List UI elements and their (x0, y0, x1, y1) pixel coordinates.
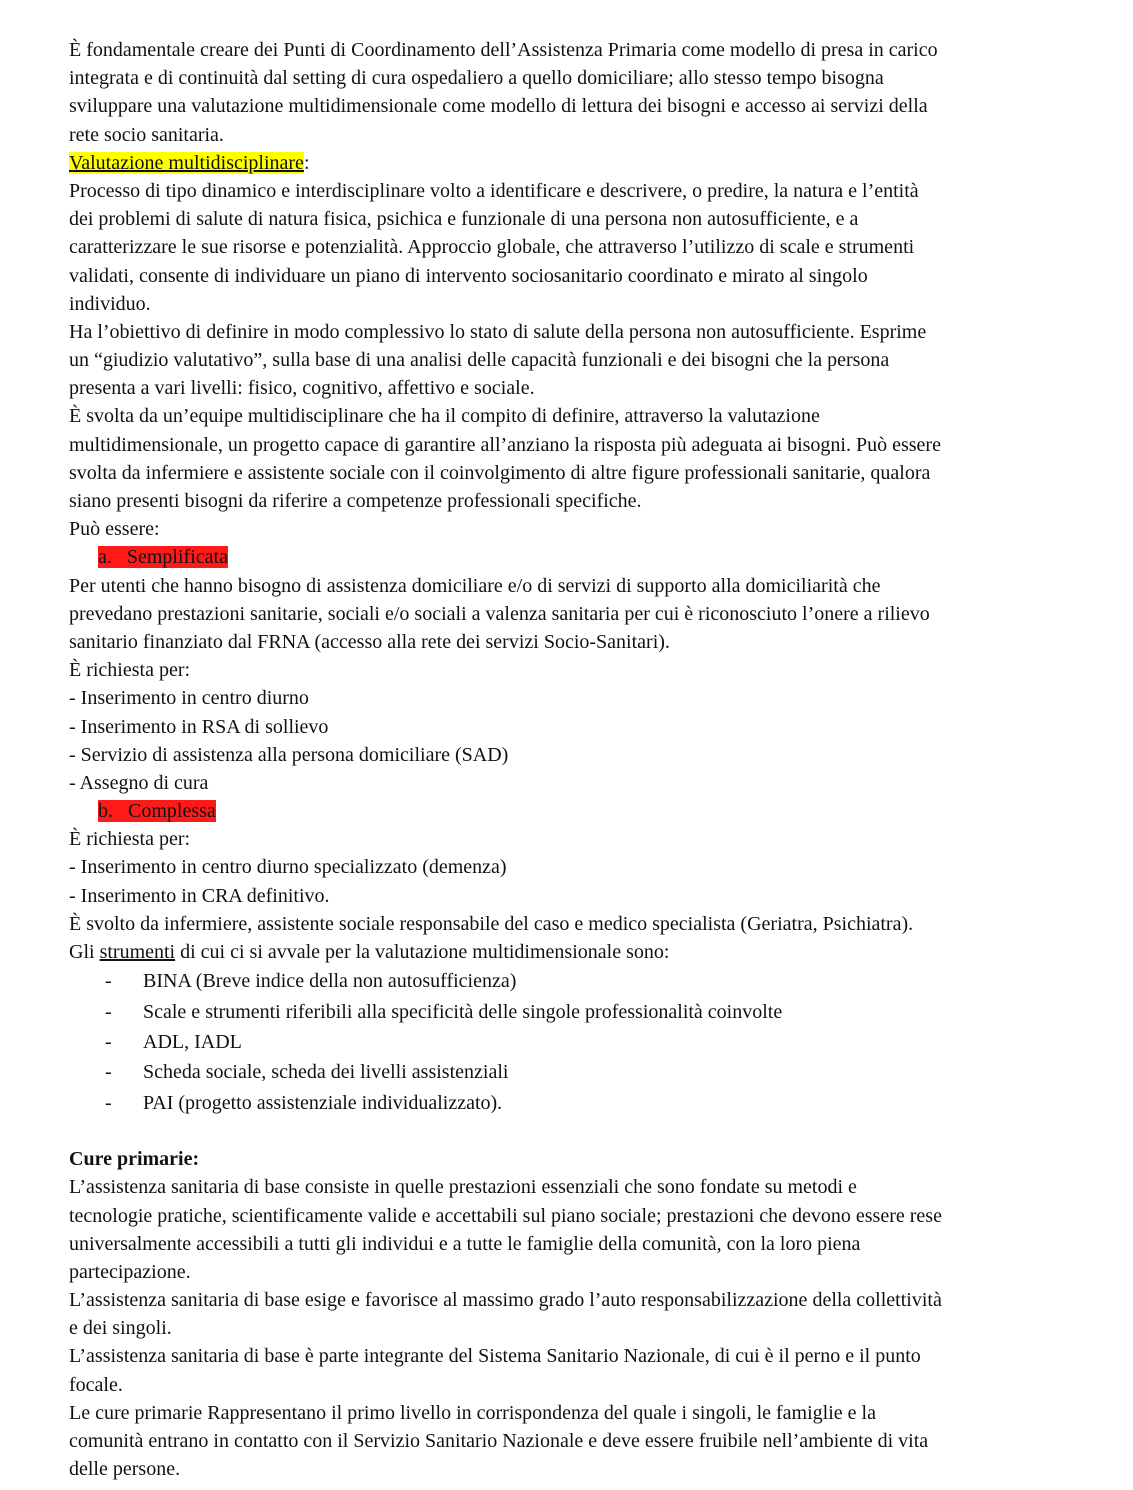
list-item (69, 997, 1113, 1027)
strumenti-list (69, 966, 1113, 1118)
text-line: È richiesta per: (69, 659, 191, 682)
bold-heading: Cure primarie: (69, 1148, 200, 1171)
text-line: - Assegno di cura (69, 771, 209, 794)
subheading-complessa (69, 797, 1113, 825)
text-line: universalmente accessibili a tutti gli individui e a tutte le famiglie della comunità, con la loro piena (69, 1232, 861, 1255)
list-item (69, 1088, 1113, 1118)
text-line: caratterizzare le sue risorse e potenzialità. Approccio globale, che attraverso l’utilizzo di scale e strumenti (69, 236, 915, 259)
semplificata-body (69, 572, 1113, 798)
subheading-semplificata (69, 543, 1113, 571)
strumenti-intro (69, 938, 1113, 966)
section-heading-valutazione (69, 149, 1113, 177)
text-line: svolta da infermiere e assistente sociale con il coinvolgimento di altre figure professionali sanitarie, qualora (69, 461, 931, 484)
text-line: presenta a vari livelli: fisico, cognitivo, affettivo e sociale. (69, 377, 535, 400)
text-line: È richiesta per: (69, 828, 191, 851)
document-page (69, 36, 1113, 1483)
list-item (69, 966, 1113, 996)
list-item (69, 1057, 1113, 1087)
text-line: siano presenti bisogni da riferire a competenze professionali specifiche. (69, 490, 642, 512)
dash-bullet: - (105, 1091, 112, 1114)
dash-bullet: - (105, 1061, 112, 1084)
list-item-text: PAI (progetto assistenziale individualizzato). (143, 1091, 503, 1114)
list-item-text: Scheda sociale, scheda dei livelli assistenziali (143, 1061, 509, 1084)
text-line: - Inserimento in centro diurno (69, 687, 309, 710)
intro-paragraph (69, 36, 1113, 149)
highlighted-label: a. Semplificata (98, 546, 228, 569)
underlined-word: strumenti (99, 941, 176, 963)
text-line: focale. (69, 1373, 123, 1396)
text-line: un “giudizio valutativo”, sulla base di una analisi delle capacità funzionali e dei bisogni che la persona (69, 349, 890, 372)
text-line: rete socio sanitaria. (69, 123, 224, 146)
text-line: L’assistenza sanitaria di base consiste in quelle prestazioni essenziali che sono fondate su metodi e (69, 1176, 857, 1199)
text-line: Processo di tipo dinamico e interdisciplinare volto a identificare e descrivere, o predire, la natura e l’entità (69, 179, 919, 202)
text-line: Per utenti che hanno bisogno di assistenza domiciliare e/o di servizi di supporto alla domiciliarità che (69, 574, 881, 597)
text-line: integrata e di continuità dal setting di cura ospedaliero a quello domiciliare; allo stesso tempo bisogna (69, 67, 884, 90)
text-line: - Servizio di assistenza alla persona domiciliare (SAD) (69, 743, 509, 766)
text-line: - Inserimento in RSA di sollievo (69, 715, 329, 738)
text-line: L’assistenza sanitaria di base è parte integrante del Sistema Sanitario Nazionale, di cui è il perno e il punto (69, 1345, 921, 1368)
text-line: individuo. (69, 292, 151, 315)
text-line: partecipazione. (69, 1260, 191, 1283)
dash-bullet: - (105, 1000, 112, 1023)
dash-bullet: - (105, 1030, 112, 1053)
text-line: - Inserimento in CRA definitivo. (69, 884, 330, 907)
text-line: L’assistenza sanitaria di base esige e favorisce al massimo grado l’auto responsabilizzazione della collettività (69, 1289, 942, 1312)
text-line: È svolto da infermiere, assistente sociale responsabile del caso e medico specialista (Geriatra, Psichiatra). (69, 912, 914, 935)
text-line: tecnologie pratiche, scientificamente valide e accettabili sul piano sociale; prestazioni che devono essere rese (69, 1204, 942, 1227)
complessa-body (69, 825, 1113, 938)
text-line: È fondamentale creare dei Punti di Coordinamento dell’Assistenza Primaria come modello di presa in carico (69, 39, 938, 61)
text-line: sviluppare una valutazione multidimensionale come modello di lettura dei bisogni e accesso ai servizi della (69, 95, 928, 118)
text-line: e dei singoli. (69, 1317, 172, 1340)
text-line: dei problemi di salute di natura fisica, psichica e funzionale di una persona non autosufficiente, e a (69, 208, 859, 231)
text-line: Ha l’obiettivo di definire in modo complessivo lo stato di salute della persona non autosufficiente. Esprime (69, 320, 927, 343)
text-line: Le cure primarie Rappresentano il primo livello in corrispondenza del quale i singoli, le famiglie e la (69, 1401, 876, 1424)
list-item-text: Scale e strumenti riferibili alla specificità delle singole professionalità coinvolte (143, 1000, 783, 1023)
text-line: sanitario finanziato dal FRNA (accesso alla rete dei servizi Socio-Sanitari). (69, 630, 670, 653)
text-line: - Inserimento in centro diurno specializzato (demenza) (69, 856, 507, 879)
text: di cui ci si avvale per la valutazione multidimensionale sono: (175, 941, 670, 963)
text-line: validati, consente di individuare un piano di intervento sociosanitario coordinato e mirato al singolo (69, 264, 868, 287)
list-item (69, 1027, 1113, 1057)
list-item-text: ADL, IADL (143, 1030, 242, 1053)
valutazione-body (69, 177, 1113, 543)
heading-colon: : (303, 151, 310, 174)
section-heading-cure-primarie (69, 1145, 1113, 1173)
text-line: prevedano prestazioni sanitarie, sociali e/o sociali a valenza sanitaria per cui è riconosciuto l’onere a rilievo (69, 602, 930, 625)
text: Gli (69, 941, 100, 963)
list-item-text: BINA (Breve indice della non autosufficienza) (143, 970, 517, 993)
dash-bullet: - (105, 970, 112, 993)
text-line: Può essere: (69, 518, 160, 541)
text-line: multidimensionale, un progetto capace di garantire all’anziano la risposta più adeguata ai bisogni. Può essere (69, 433, 941, 456)
text-line: comunità entrano in contatto con il Servizio Sanitario Nazionale e deve essere fruibile nell’ambiente di vita (69, 1430, 929, 1453)
cure-primarie-body (69, 1173, 1113, 1483)
highlighted-heading: Valutazione multidisciplinare (69, 151, 304, 174)
text-line: delle persone. (69, 1458, 181, 1481)
text-line: È svolta da un’equipe multidisciplinare che ha il compito di definire, attraverso la valutazione (69, 405, 820, 428)
highlighted-label: b. Complessa (98, 800, 216, 823)
